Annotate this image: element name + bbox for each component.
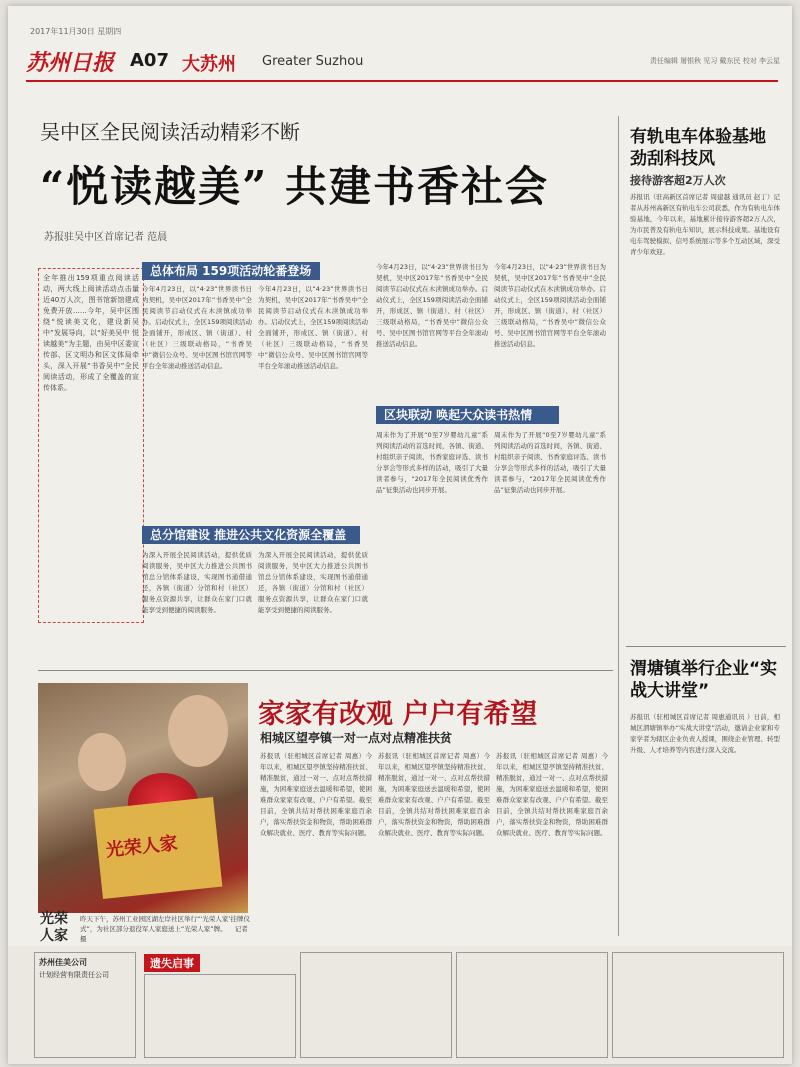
mid-divider: [38, 670, 613, 671]
second-article-text-a: 苏报讯（驻相城区首席记者 周惠）今年以来，相城区望亭镇坚持精准扶贫、精准脱贫，通过一对一、点对点帮扶措施，为困难家庭送去温暖和希望，使困难群众家家有改观、户户有希望。截至目前，全镇共结对帮扶困难家庭百余户，落实帮扶资金和物资，帮助困难群众解决就业、医疗、教育等实际问题。: [260, 752, 372, 837]
section-1-text-a: 今年4月23日，以“4·23”世界读书日为契机，吴中区2017年“书香吴中”全民阅读节启动仪式在木渎镇成功举办。启动仪式上，全区159项阅读活动全面铺开，形成区、镇（街道）、村（社区）三级联动格局，“书香吴中”微信公众号、吴中区图书馆官网等平台全年滚动推送活动信息。: [142, 285, 252, 370]
classifieds-band: [8, 946, 792, 1064]
middle-text-b: 今年4月23日，以“4·23”世界读书日为契机，吴中区2017年“书香吴中”全民阅读节启动仪式在木渎镇成功举办。启动仪式上，全区159项阅读活动全面铺开，形成区、镇（街道）、村（社区）三级联动格局，“书香吴中”微信公众号、吴中区图书馆官网等平台全年滚动推送活动信息。: [494, 263, 606, 348]
section-3-bar: [376, 406, 559, 424]
notice-heading: 遗失启事: [144, 954, 200, 972]
editors-line: 责任编辑 屠银秋 见习 戴东民 校对 李云星: [649, 57, 780, 65]
ad-box-4: [612, 952, 784, 1058]
section-2-text-b: 为深入开展全民阅读活动，提供优质阅读服务，吴中区大力推进公共图书馆总分馆体系建设，实现图书通借通还，各镇（街道）分馆和村（社区）服务点资源共享，让群众在家门口就能享受到便捷的阅读服务。: [258, 551, 368, 614]
photo-person-left: [78, 733, 126, 791]
section-1-title: 总体布局 159项活动轮番登场: [150, 264, 312, 278]
section-3-text-a: 周末作为了开展“0至7岁婴幼儿童”系列阅读活动的首选时间，各镇、街道、村组织亲子阅读、书香家庭评选、读书分享会等形式多样的活动，吸引了大量读者参与，“2017年全民阅读优秀作品”征集活动也同步开展。: [376, 431, 488, 494]
photo-caption: 昨天下午，苏州工业园区湖左岸社区举行“‘光荣人家’挂牌仪式”，为社区部分退役军人家庭送上“光荣人家”牌。 记者 摄: [80, 915, 250, 943]
section-1-bar: [142, 262, 320, 280]
article-kicker: 吴中区全民阅读活动精彩不断: [40, 120, 300, 144]
ad-left-title: 苏州佳美公司: [39, 958, 87, 967]
section-1-text-b: 今年4月23日，以“4·23”世界读书日为契机，吴中区2017年“书香吴中”全民阅读节启动仪式在木渎镇成功举办。启动仪式上，全区159项阅读活动全面铺开，形成区、镇（街道）、村（社区）三级联动格局，“书香吴中”微信公众号、吴中区图书馆官网等平台全年滚动推送活动信息。: [258, 285, 368, 370]
right-divider: [626, 646, 786, 647]
photo-person-right: [168, 695, 228, 767]
dateline: 2017年11月30日 星期四: [30, 27, 122, 36]
ad-box-3: [456, 952, 608, 1058]
masthead-rule: [26, 80, 778, 82]
lead-text: 全年推出159项重点阅读活动，两大线上阅读活动点击量近40万人次，图书馆新馆建成免费开放……今年，吴中区围绕“悦读美文化，建设新吴中”发展导向，以“好美吴中 悦读越美”为主题，由吴中区委宣传部、区文明办和区文体局牵头，深入开展“书香吴中”全民阅读活动，形成了全覆盖的宣传体系。: [43, 274, 139, 392]
plaque-text: 光荣人家: [104, 832, 179, 862]
masthead: [26, 46, 786, 84]
section-title-en: Greater Suzhou: [262, 54, 364, 69]
second-article-headline: 家家有改观 户户有希望: [258, 699, 538, 730]
honor-plaque: [94, 797, 223, 899]
right-article-2-title: 渭塘镇举行企业“实战大讲堂”: [630, 659, 778, 701]
right-article-1-subtitle: 接待游客超2万人次: [630, 174, 726, 187]
article-byline: 苏报驻吴中区首席记者 范晨: [44, 232, 168, 243]
ad-box-1: [144, 974, 296, 1058]
news-photo: [38, 683, 248, 913]
section-3-text-b: 周末作为了开展“0至7岁婴幼儿童”系列阅读活动的首选时间，各镇、街道、村组织亲子阅读、书香家庭评选、读书分享会等形式多样的活动，吸引了大量读者参与，“2017年全民阅读优秀作品”征集活动也同步开展。: [494, 431, 606, 494]
section-title: 大苏州: [182, 54, 236, 75]
ad-box-2: [300, 952, 452, 1058]
newspaper-page: [8, 6, 792, 1064]
ad-left: [34, 952, 136, 1058]
section-2-text-a: 为深入开展全民阅读活动，提供优质阅读服务，吴中区大力推进公共图书馆总分馆体系建设，实现图书通借通还，各镇（街道）分馆和村（社区）服务点资源共享，让群众在家门口就能享受到便捷的阅读服务。: [142, 551, 252, 614]
lead-column: [38, 268, 144, 623]
second-article-subhead: 相城区望亭镇一对一点对点精准扶贫: [260, 731, 453, 745]
page-number: A07: [130, 50, 169, 71]
section-2-title: 总分馆建设 推进公共文化资源全覆盖: [150, 528, 347, 542]
photo-credit: 记者 摄: [80, 925, 248, 943]
section-2-bar: [142, 526, 360, 544]
section-3-title: 区块联动 唤起大众读书热情: [384, 408, 533, 422]
middle-text-a: 今年4月23日，以“4·23”世界读书日为契机，吴中区2017年“书香吴中”全民阅读节启动仪式在木渎镇成功举办。启动仪式上，全区159项阅读活动全面铺开，形成区、镇（街道）、村（社区）三级联动格局，“书香吴中”微信公众号、吴中区图书馆官网等平台全年滚动推送活动信息。: [376, 263, 488, 348]
right-article-1-text: 苏报讯（驻高新区首席记者 周建越 通讯员 赵丁）记者从苏州高新区有轨电车公司获悉，作为有轨电车体验基地，今年以来，基地累计接待游客超2万人次，为市民普及有轨电车知识，展示科技成果。基地设有电车驾驶模拟、信号系统展示等多个互动区域，深受青少年欢迎。: [630, 193, 780, 256]
right-article-1-title: 有轨电车体验基地劲刮科技风: [630, 127, 766, 169]
right-article-2-text: 苏报讯（驻相城区首席记者 周惠通讯员 ）日前，相城区渭塘镇举办“实战大讲堂”活动，邀请企业家和专家学者为辖区企业负责人授课，围绕企业管理、转型升级、人才培养等内容进行深入交流。: [630, 713, 780, 754]
column-divider: [618, 116, 619, 936]
article-headline: “悦读越美” 共建书香社会: [40, 162, 549, 211]
newspaper-logo: 苏州日报: [26, 50, 115, 76]
second-article-text-b: 苏报讯（驻相城区首席记者 周惠）今年以来，相城区望亭镇坚持精准扶贫、精准脱贫，通过一对一、点对点帮扶措施，为困难家庭送去温暖和希望，使困难群众家家有改观、户户有希望。截至目前，全镇共结对帮扶困难家庭百余户，落实帮扶资金和物资，帮助困难群众解决就业、医疗、教育等实际问题。: [378, 752, 490, 837]
ad-left-sub: 计划经营有限责任公司: [39, 971, 109, 979]
second-article-text-c: 苏报讯（驻相城区首席记者 周惠）今年以来，相城区望亭镇坚持精准扶贫、精准脱贫，通过一对一、点对点帮扶措施，为困难家庭送去温暖和希望，使困难群众家家有改观、户户有希望。截至目前，全镇共结对帮扶困难家庭百余户，落实帮扶资金和物资，帮助困难群众解决就业、医疗、教育等实际问题。: [496, 752, 608, 837]
photo-caption-title: 光荣人家: [40, 911, 68, 944]
